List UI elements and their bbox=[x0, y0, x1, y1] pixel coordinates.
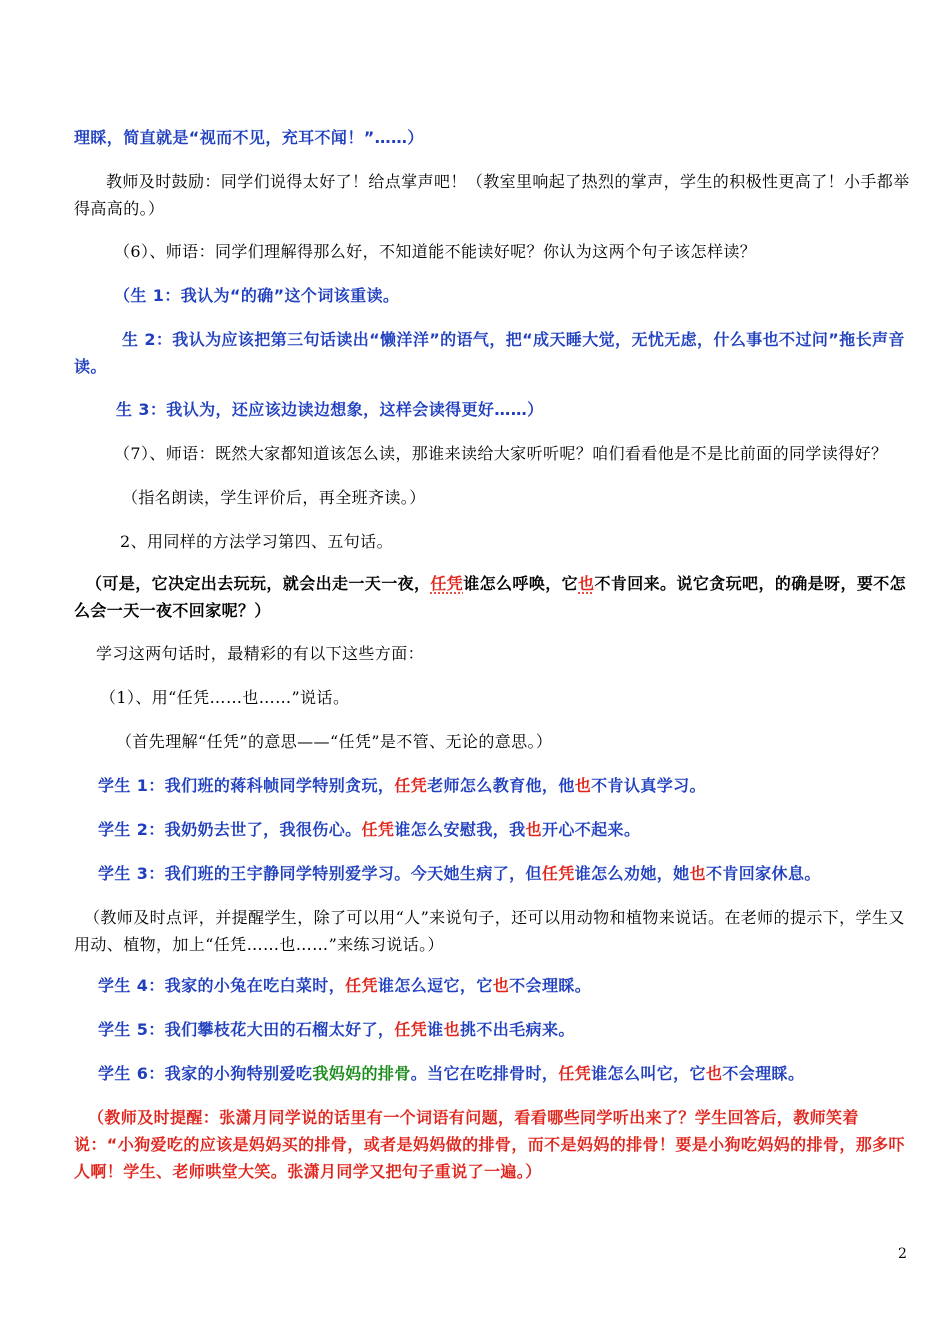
student-1-answer: （生 1：我认为“的确”这个词该重读。 bbox=[114, 286, 400, 305]
text-excerpt: （可是，它决定出去玩玩，就会出走一天一夜，任凭谁怎么呼唤，它也不肯回来。说它贪玩吧，的确是呀，要不怎么会一天一夜不回家呢？） bbox=[74, 574, 907, 620]
step-7-teacher-question: （7）、师语：既然大家都知道该怎么读，那谁来读给大家听听呢？咱们看看他是不是比前面的同学读得好？ bbox=[114, 444, 888, 463]
teacher-encouragement: 教师及时鼓励：同学们说得太好了！给点掌声吧！（教室里响起了热烈的掌声，学生的积极性更高了！小手都举得高高的。） bbox=[74, 172, 910, 218]
page-number: 2 bbox=[898, 1246, 907, 1262]
step-1-heading: （1）、用“任凭……也……”说话。 bbox=[100, 688, 350, 707]
highlights-intro: 学习这两句话时，最精彩的有以下这些方面： bbox=[96, 644, 425, 663]
continued-paragraph: 理睬，简直就是“视而不见，充耳不闻！”……） bbox=[74, 128, 424, 147]
section-2-heading: 2、用同样的方法学习第四、五句话。 bbox=[120, 532, 393, 551]
student-sentence-5: 学生 5：我们攀枝花大田的石榴太好了，任凭谁也挑不出毛病来。 bbox=[98, 1020, 575, 1039]
student-sentence-1: 学生 1：我们班的蒋科帧同学特别贪玩，任凭老师怎么教育他，他也不肯认真学习。 bbox=[98, 776, 706, 795]
student-sentence-3: 学生 3：我们班的王宇静同学特别爱学习。今天她生病了，但任凭谁怎么劝她，她也不肯回家休息。 bbox=[98, 864, 821, 883]
student-3-answer: 生 3：我认为，还应该边读边想象，这样会读得更好……） bbox=[116, 400, 544, 419]
word-meaning-note: （首先理解“任凭”的意思——“任凭”是不管、无论的意思。） bbox=[116, 732, 553, 751]
teacher-correction: （教师及时提醒：张潇月同学说的话里有一个词语有问题，看看哪些同学听出来了？学生回答后，教师笑着说：“小狗爱吃的应该是妈妈买的排骨，或者是妈妈做的排骨，而不是妈妈的排骨！要是小狗吃妈妈的排骨，那多吓人啊！学生、老师哄堂大笑。张潇月同学又把句子重说了一遍。） bbox=[74, 1108, 905, 1181]
step-6-teacher-question: （6）、师语：同学们理解得那么好，不知道能不能读好呢？你认为这两个句子该怎样读？ bbox=[114, 242, 757, 261]
student-sentence-6: 学生 6：我家的小狗特别爱吃我妈妈的排骨。当它在吃排骨时，任凭谁怎么叫它，它也不会理睬。 bbox=[98, 1064, 805, 1083]
student-sentence-2: 学生 2：我奶奶去世了，我很伤心。任凭谁怎么安慰我，我也开心不起来。 bbox=[98, 820, 641, 839]
teacher-comment: （教师及时点评，并提醒学生，除了可以用“人”来说句子，还可以用动物和植物来说话。在老师的提示下，学生又用动、植物，加上“任凭……也……”来练习说话。） bbox=[74, 908, 905, 954]
reading-instruction: （指名朗读，学生评价后，再全班齐读。） bbox=[122, 488, 426, 507]
student-sentence-4: 学生 4：我家的小兔在吃白菜时，任凭谁怎么逗它，它也不会理睬。 bbox=[98, 976, 592, 995]
student-2-answer: 生 2：我认为应该把第三句话读出“懒洋洋”的语气，把“成天睡大觉，无忧无虑，什么事也不过问”拖长声音读。 bbox=[74, 330, 905, 376]
